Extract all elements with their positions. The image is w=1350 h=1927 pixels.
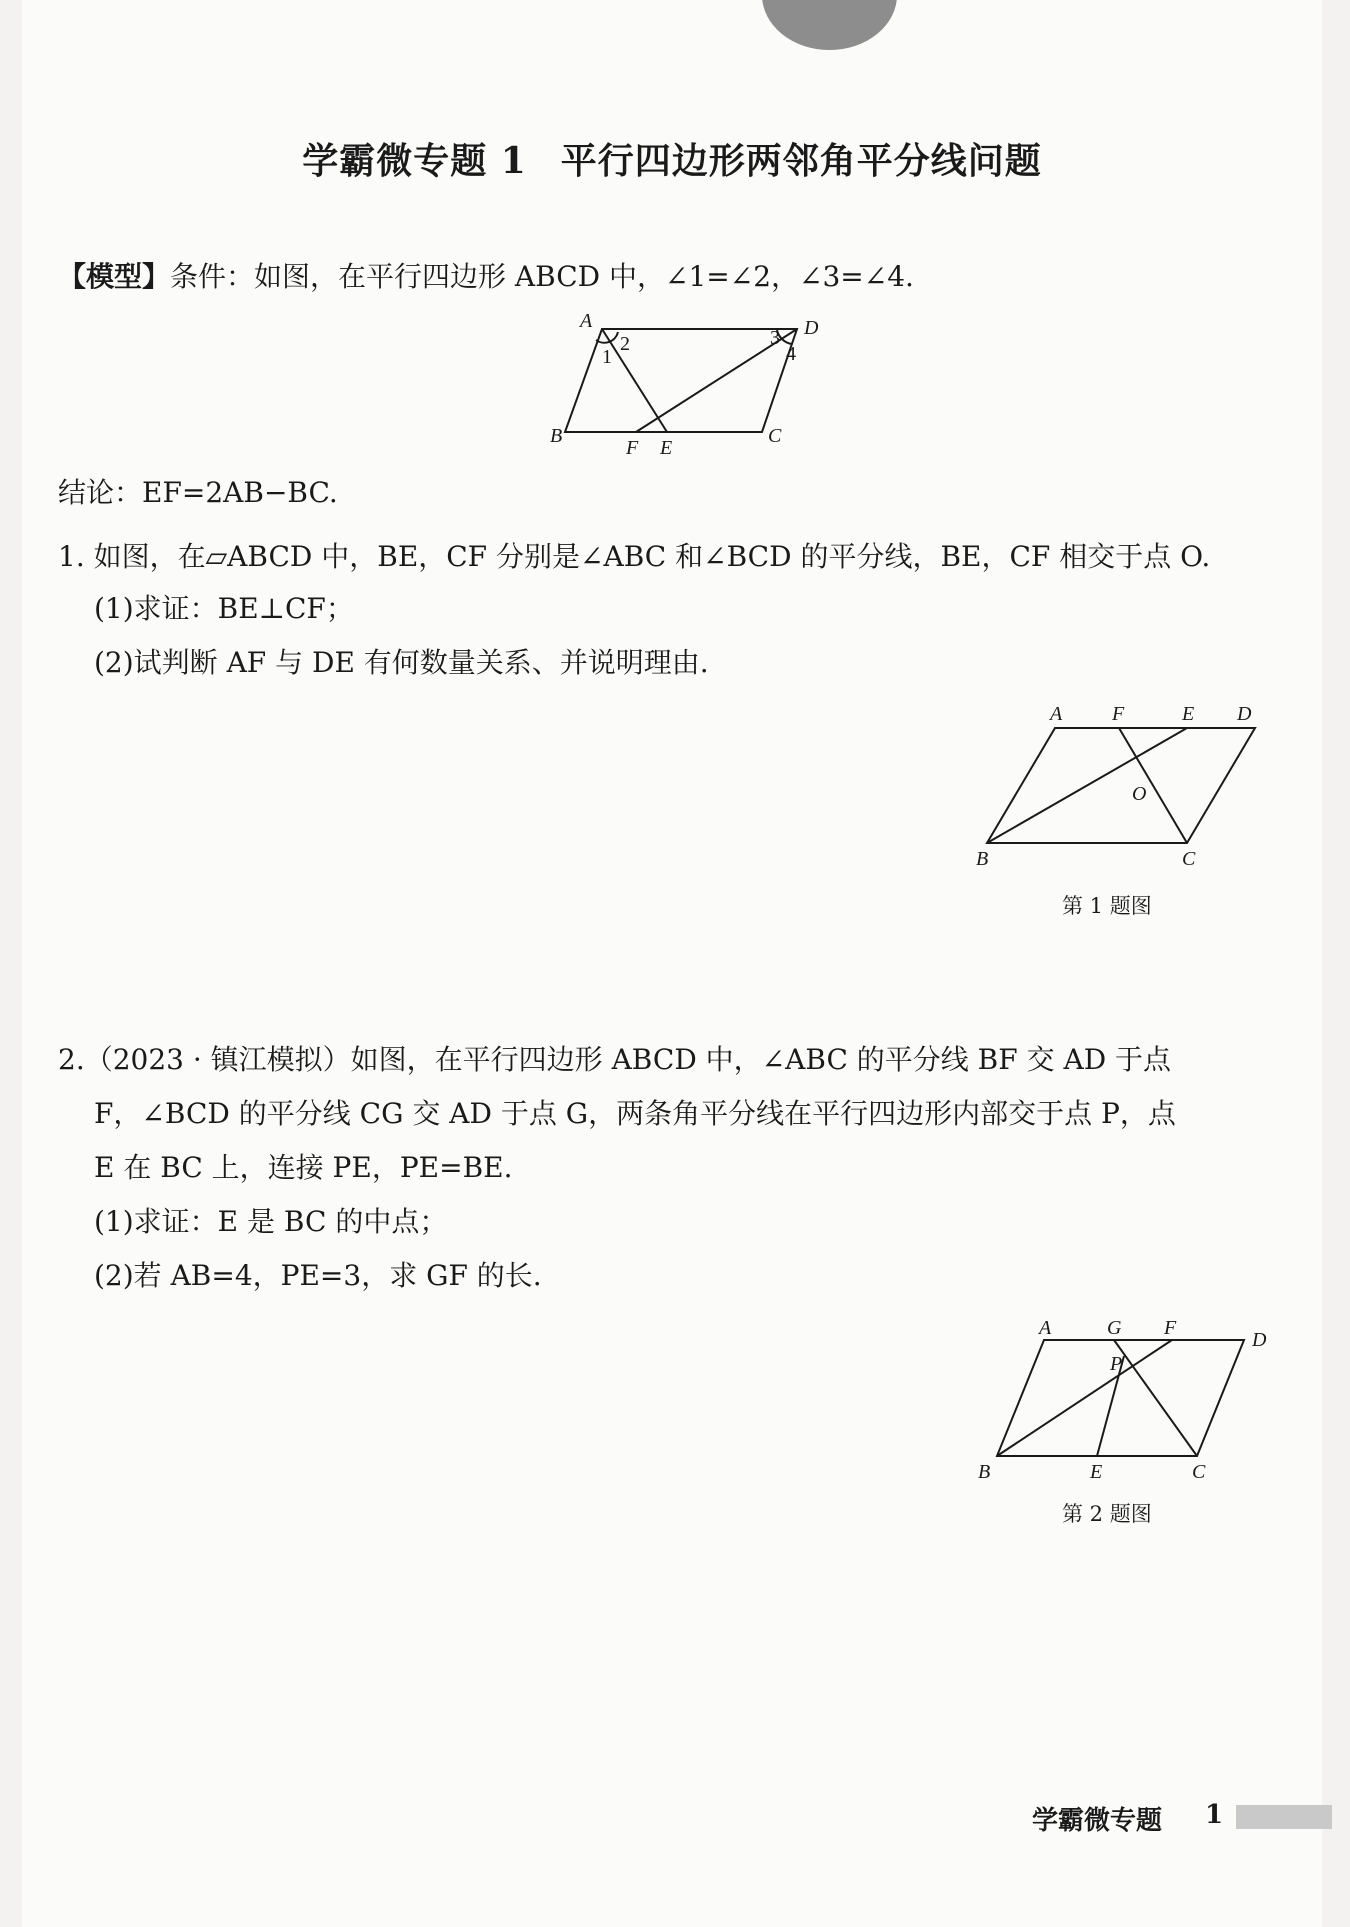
problem2-label-g: G (1107, 1317, 1122, 1339)
problem1-segment-be (987, 728, 1187, 843)
model-label-d: D (804, 317, 819, 339)
problem2-segment-bf (997, 1340, 1172, 1456)
problem1-parallelogram (987, 728, 1255, 843)
title-part1: 学霸微专题 1 (302, 140, 527, 182)
problem1-caption: 第 1 题图 (1062, 894, 1152, 918)
page (22, 0, 1322, 1927)
problem2-label-e: E (1090, 1461, 1103, 1483)
model-angle-label-4: 4 (786, 343, 796, 365)
problem2-stem-line3: E 在 BC 上，连接 PE，PE=BE. (94, 1151, 513, 1184)
problem2-figure (978, 1310, 1282, 1490)
problem1-segment-cf (1119, 728, 1187, 843)
problem1-label-c: C (1182, 848, 1196, 870)
model-angle-label-1: 1 (602, 346, 612, 368)
problem1-label-f: F (1112, 703, 1125, 725)
problem2-label-p: P (1110, 1353, 1123, 1375)
footer-page-number: 1 (1205, 1800, 1224, 1830)
problem1-question1: (1)求证：BE⊥CF； (94, 592, 354, 625)
model-label-e: E (660, 437, 673, 459)
model-label-f: F (626, 437, 639, 459)
problem1-label-d: D (1237, 703, 1252, 725)
model-angle-label-2: 2 (620, 333, 630, 355)
problem1-label-e: E (1182, 703, 1195, 725)
model-label-a: A (580, 310, 593, 332)
model-label-c: C (768, 425, 782, 447)
problem2-stem-line2: F，∠BCD 的平分线 CG 交 AD 于点 G，两条角平分线在平行四边形内部交于点 P，点 (94, 1097, 1176, 1130)
problem2-segment-cg (1114, 1340, 1197, 1456)
footer-title: 学霸微专题 (1032, 1806, 1163, 1836)
problem1-label-o: O (1132, 783, 1147, 805)
problem2-caption: 第 2 题图 (1062, 1502, 1152, 1526)
problem1-question2: (2)试判断 AF 与 DE 有何数量关系、并说明理由. (94, 646, 709, 679)
problem1-stem: 1. 如图，在▱ABCD 中，BE，CF 分别是∠ABC 和∠BCD 的平分线，BE，CF 相交于点 O. (58, 540, 1211, 573)
model-bisector-ae (602, 329, 667, 432)
model-figure (522, 312, 822, 462)
page-title (22, 133, 1322, 184)
problem2-label-d: D (1252, 1329, 1267, 1351)
model-parallelogram (565, 329, 797, 432)
model-label-b: B (550, 425, 563, 447)
title-part2: 平行四边形两邻角平分线问题 (560, 140, 1042, 182)
problem2-question2: (2)若 AB=4，PE=3，求 GF 的长. (94, 1259, 542, 1292)
problem1-label-a: A (1050, 703, 1063, 725)
problem2-label-c: C (1192, 1461, 1206, 1483)
problem2-stem-line1: 2.（2023 · 镇江模拟）如图，在平行四边形 ABCD 中，∠ABC 的平分线 BF 交 AD 于点 (58, 1043, 1172, 1076)
model-tag: 【模型】 (58, 260, 171, 293)
problem1-figure (976, 700, 1282, 880)
problem2-question1: (1)求证：E 是 BC 的中点； (94, 1205, 448, 1238)
problem1-label-b: B (976, 848, 989, 870)
problem2-label-b: B (978, 1461, 991, 1483)
problem2-label-a: A (1039, 1317, 1052, 1339)
model-angle-label-3: 3 (770, 327, 780, 349)
page-tab-decoration (762, 0, 897, 50)
model-conclusion: 结论：EF=2AB−BC. (58, 476, 338, 509)
model-condition-line (58, 260, 914, 294)
problem2-label-f: F (1164, 1317, 1177, 1339)
model-condition: 条件：如图，在平行四边形 ABCD 中，∠1=∠2，∠3=∠4. (170, 260, 914, 293)
footer-bar-decoration (1236, 1805, 1332, 1829)
